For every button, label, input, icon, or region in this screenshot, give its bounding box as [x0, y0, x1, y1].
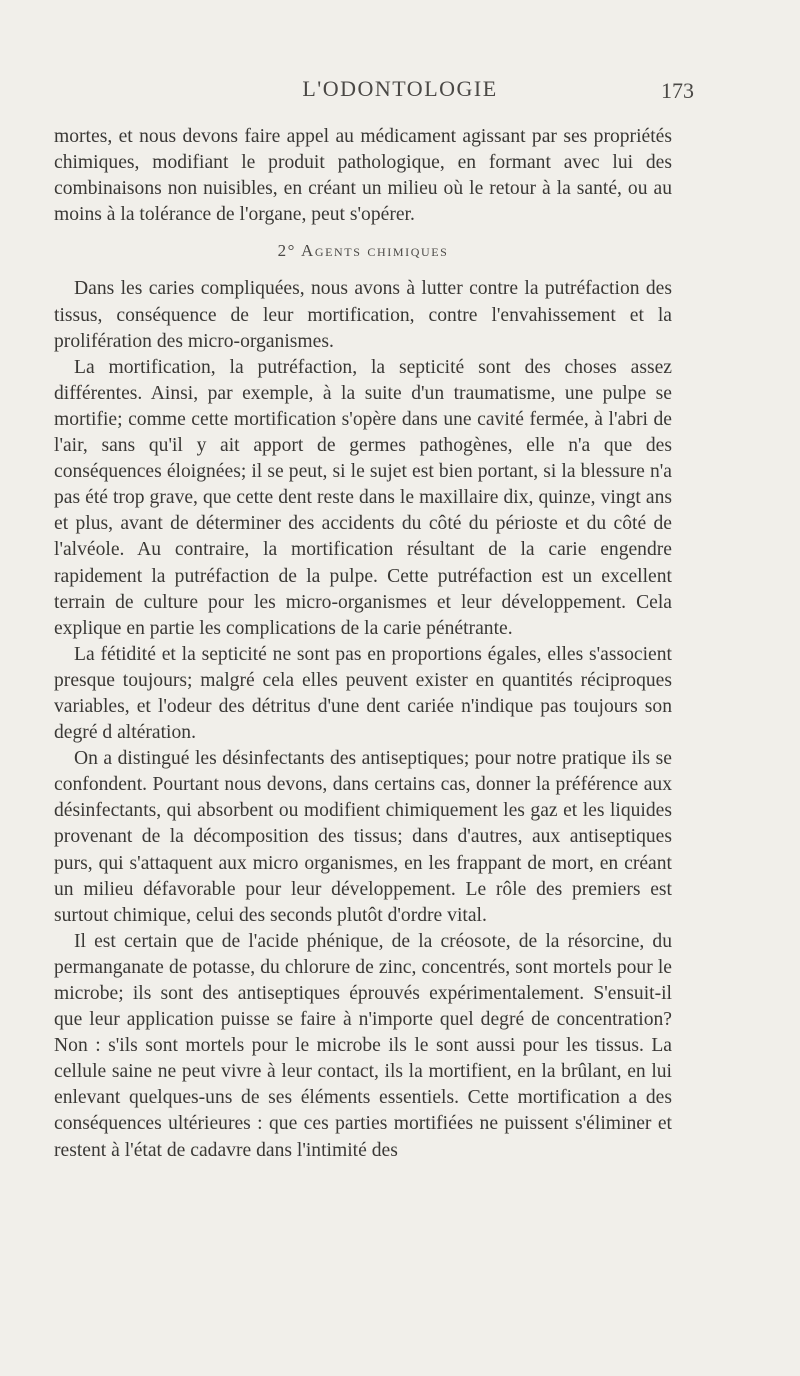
paragraph-continuation: mortes, et nous devons faire appel au médicament agissant par ses propriétés chimiques, modifiant le produit pathologique, en formant avec lui des combinaisons non nuisibles, en créant un milieu où le retour à la santé, ou au moins à la tolérance de l'organe, peut s'opérer.	[54, 126, 672, 226]
running-title: L'ODONTOLOGIE	[302, 76, 498, 101]
page-body	[54, 124, 672, 1164]
paragraph: La fétidité et la septicité ne sont pas en proportions égales, elles s'associent presque toujours; malgré cela elles peuvent exister en quantités réciproques variables, et l'odeur des détritus d'une dent cariée n'indique pas toujours son degré d altération.	[54, 643, 672, 744]
paragraph: Dans les caries compliquées, nous avons à lutter contre la putréfaction des tissus, conséquence de leur mortification, contre l'envahissement et la prolifération des micro-organismes.	[54, 278, 672, 352]
page-header	[0, 76, 800, 106]
paragraph: On a distingué les désinfectants des antiseptiques; pour notre pratique ils se confondent. Pourtant nous devons, dans certains cas, donner la préférence aux désinfectants, qui absorbent ou modifient chimiquement les gaz et les liquides provenant de la décomposition des tissus; dans d'autres, aux antiseptiques purs, qui s'attaquent aux micro organismes, en les frappant de mort, en créant un milieu défavorable pour leur développement. Le rôle des premiers est surtout chimique, celui des seconds plutôt d'ordre vital.	[54, 748, 672, 926]
page-number: 173	[661, 78, 694, 103]
section-heading: 2° Agents chimiques	[277, 241, 449, 261]
paragraph: Il est certain que de l'acide phénique, de la créosote, de la résorcine, du permanganate de potasse, du chlorure de zinc, concentrés, sont mortels pour le microbe; ils sont des antiseptiques éprouvés expérimentalement. S'ensuit-il que leur application puisse se faire à n'importe quel degré de concentration? Non : s'ils sont mortels pour le microbe ils le sont aussi pour les tissus. La cellule saine ne peut vivre à leur contact, ils la mortifient, en la brûlant, en lui enlevant quelques-uns de ses éléments essentiels. Cette mortification a des conséquences ultérieures : que ces parties mortifiées ne puissent s'éliminer et restent à l'état de cadavre dans l'intimité des	[54, 930, 672, 1161]
paragraph: La mortification, la putréfaction, la septicité sont des choses assez différentes. Ainsi, par exemple, à la suite d'un traumatisme, une pulpe se mortifie; comme cette mortification s'opère dans une cavité fermée, à l'abri de l'air, sans qu'il y ait apport de germes pathogènes, elle n'a que des conséquences éloignées; il se peut, si le sujet est bien portant, si la blessure n'a pas été trop grave, que cette dent reste dans le maxillaire dix, quinze, vingt ans et plus, avant de déterminer des accidents du côté du périoste et du côté de l'alvéole. Au contraire, la mortification résultant de la carie engendre rapidement la putréfaction de la pulpe. Cette putréfaction est un excellent terrain de culture pour les micro-organismes et leur développement. Cela explique en partie les complications de la carie pénétrante.	[54, 356, 672, 639]
